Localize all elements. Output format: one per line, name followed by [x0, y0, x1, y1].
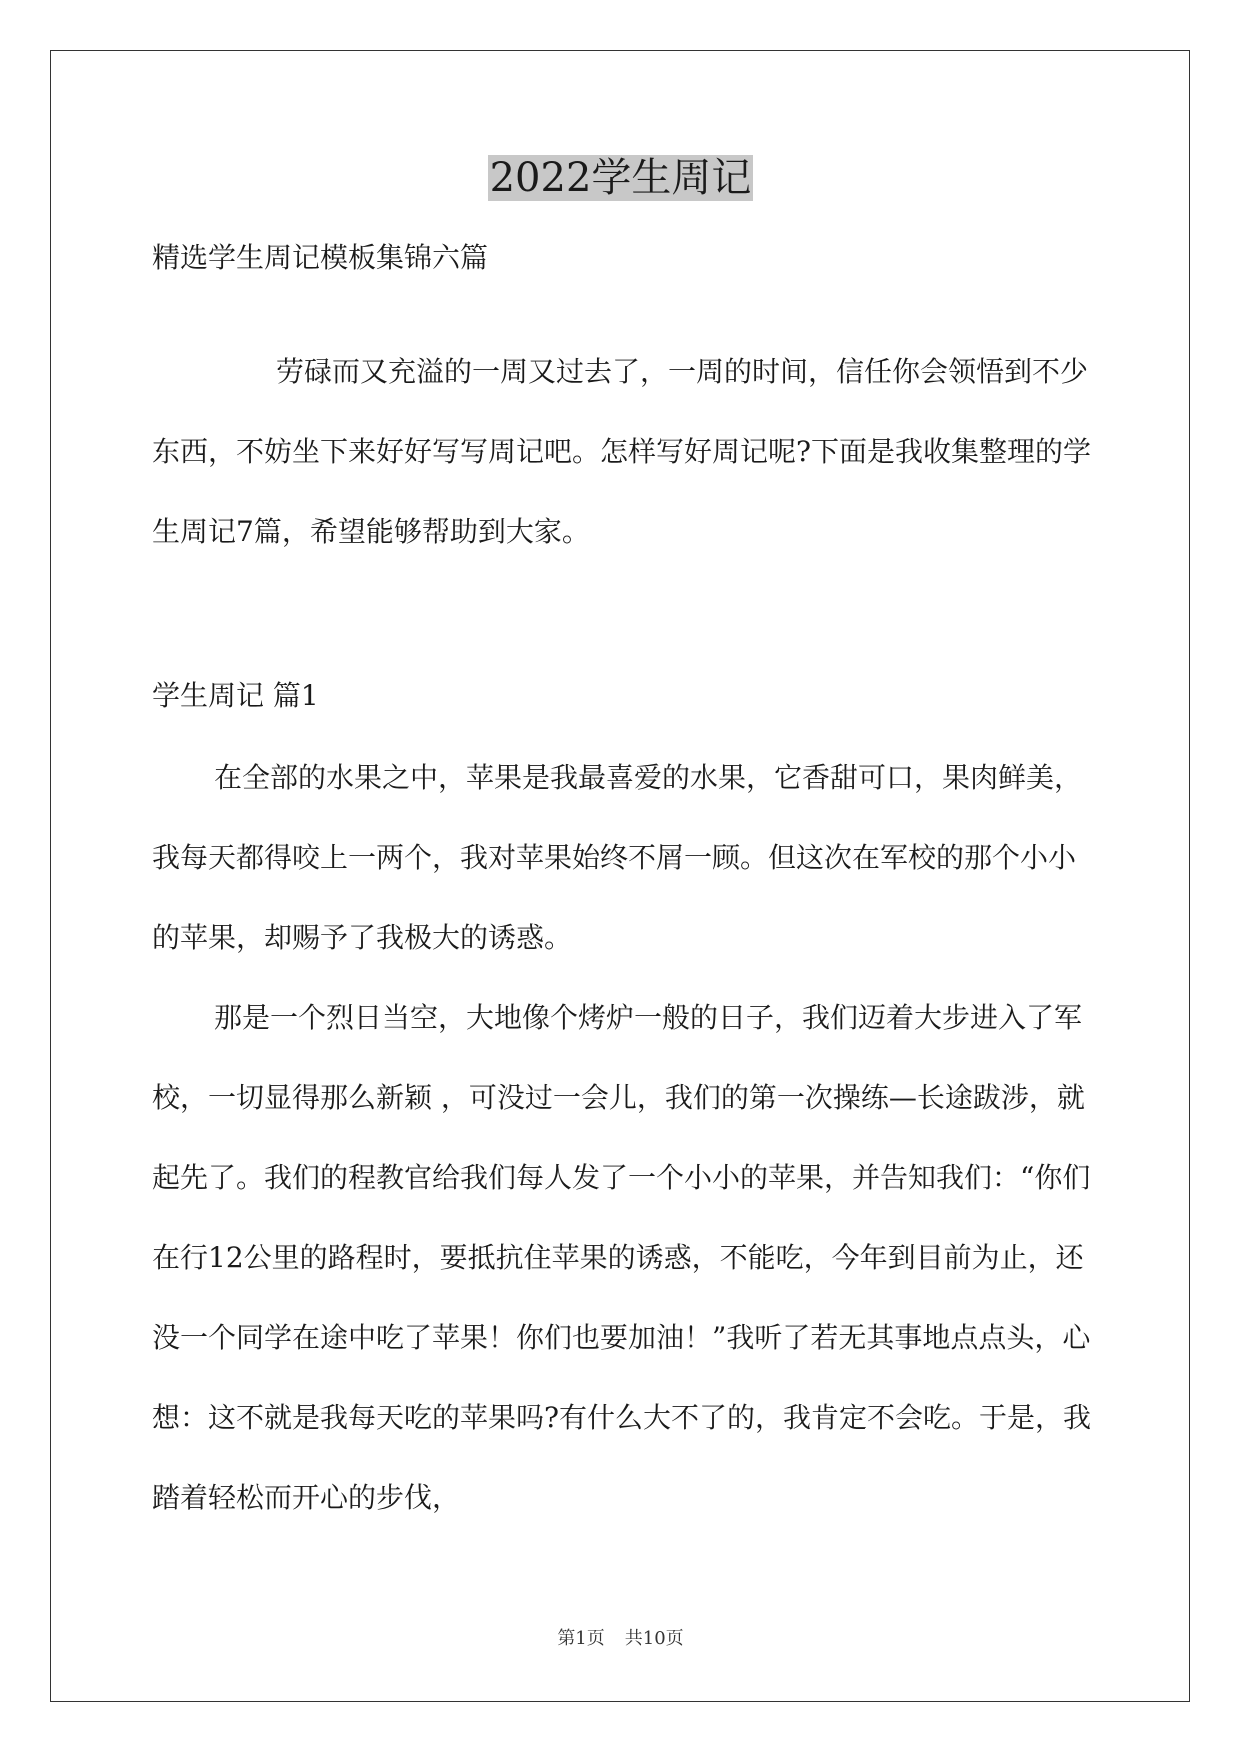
intro-paragraph: 劳碌而又充溢的一周又过去了，一周的时间，信任你会领悟到不少东西，不妨坐下来好好写写周记吧。怎样写好周记呢?下面是我收集整理的学生周记7篇，希望能够帮助到大家。	[152, 355, 1092, 548]
document-subtitle: 精选学生周记模板集锦六篇	[152, 241, 489, 274]
essay-body	[152, 738, 1092, 1538]
page-number: 第1页	[557, 1628, 605, 1649]
document-title	[0, 150, 1241, 206]
page-total: 共10页	[624, 1628, 684, 1649]
body-paragraph: 在全部的水果之中，苹果是我最喜爱的水果，它香甜可口，果肉鲜美，我每天都得咬上一两个，我对苹果始终不屑一顾。但这次在军校的那个小小的苹果，却赐予了我极大的诱惑。	[152, 761, 1083, 954]
section-heading: 学生周记 篇1	[152, 679, 319, 712]
intro-section	[152, 332, 1092, 572]
page-footer	[0, 1624, 1241, 1650]
document-title-text: 2022学生周记	[489, 155, 752, 201]
body-paragraph: 那是一个烈日当空，大地像个烤炉一般的日子，我们迈着大步进入了军校，一切显得那么新颖 ，可没过一会儿，我们的第一次操练—长途跋涉，就起先了。我们的程教官给我们每人发了一个小小的苹果，并告知我们：“你们在行12公里的路程时，要抵抗住苹果的诱惑，不能吃，今年到目前为止，还没一个同学在途中吃了苹果！你们也要加油！”我听了若无其事地点点头，心想：这不就是我每天吃的苹果吗?有什么大不了的，我肯定不会吃。于是，我踏着轻松而开心的步伐，	[152, 1001, 1092, 1514]
